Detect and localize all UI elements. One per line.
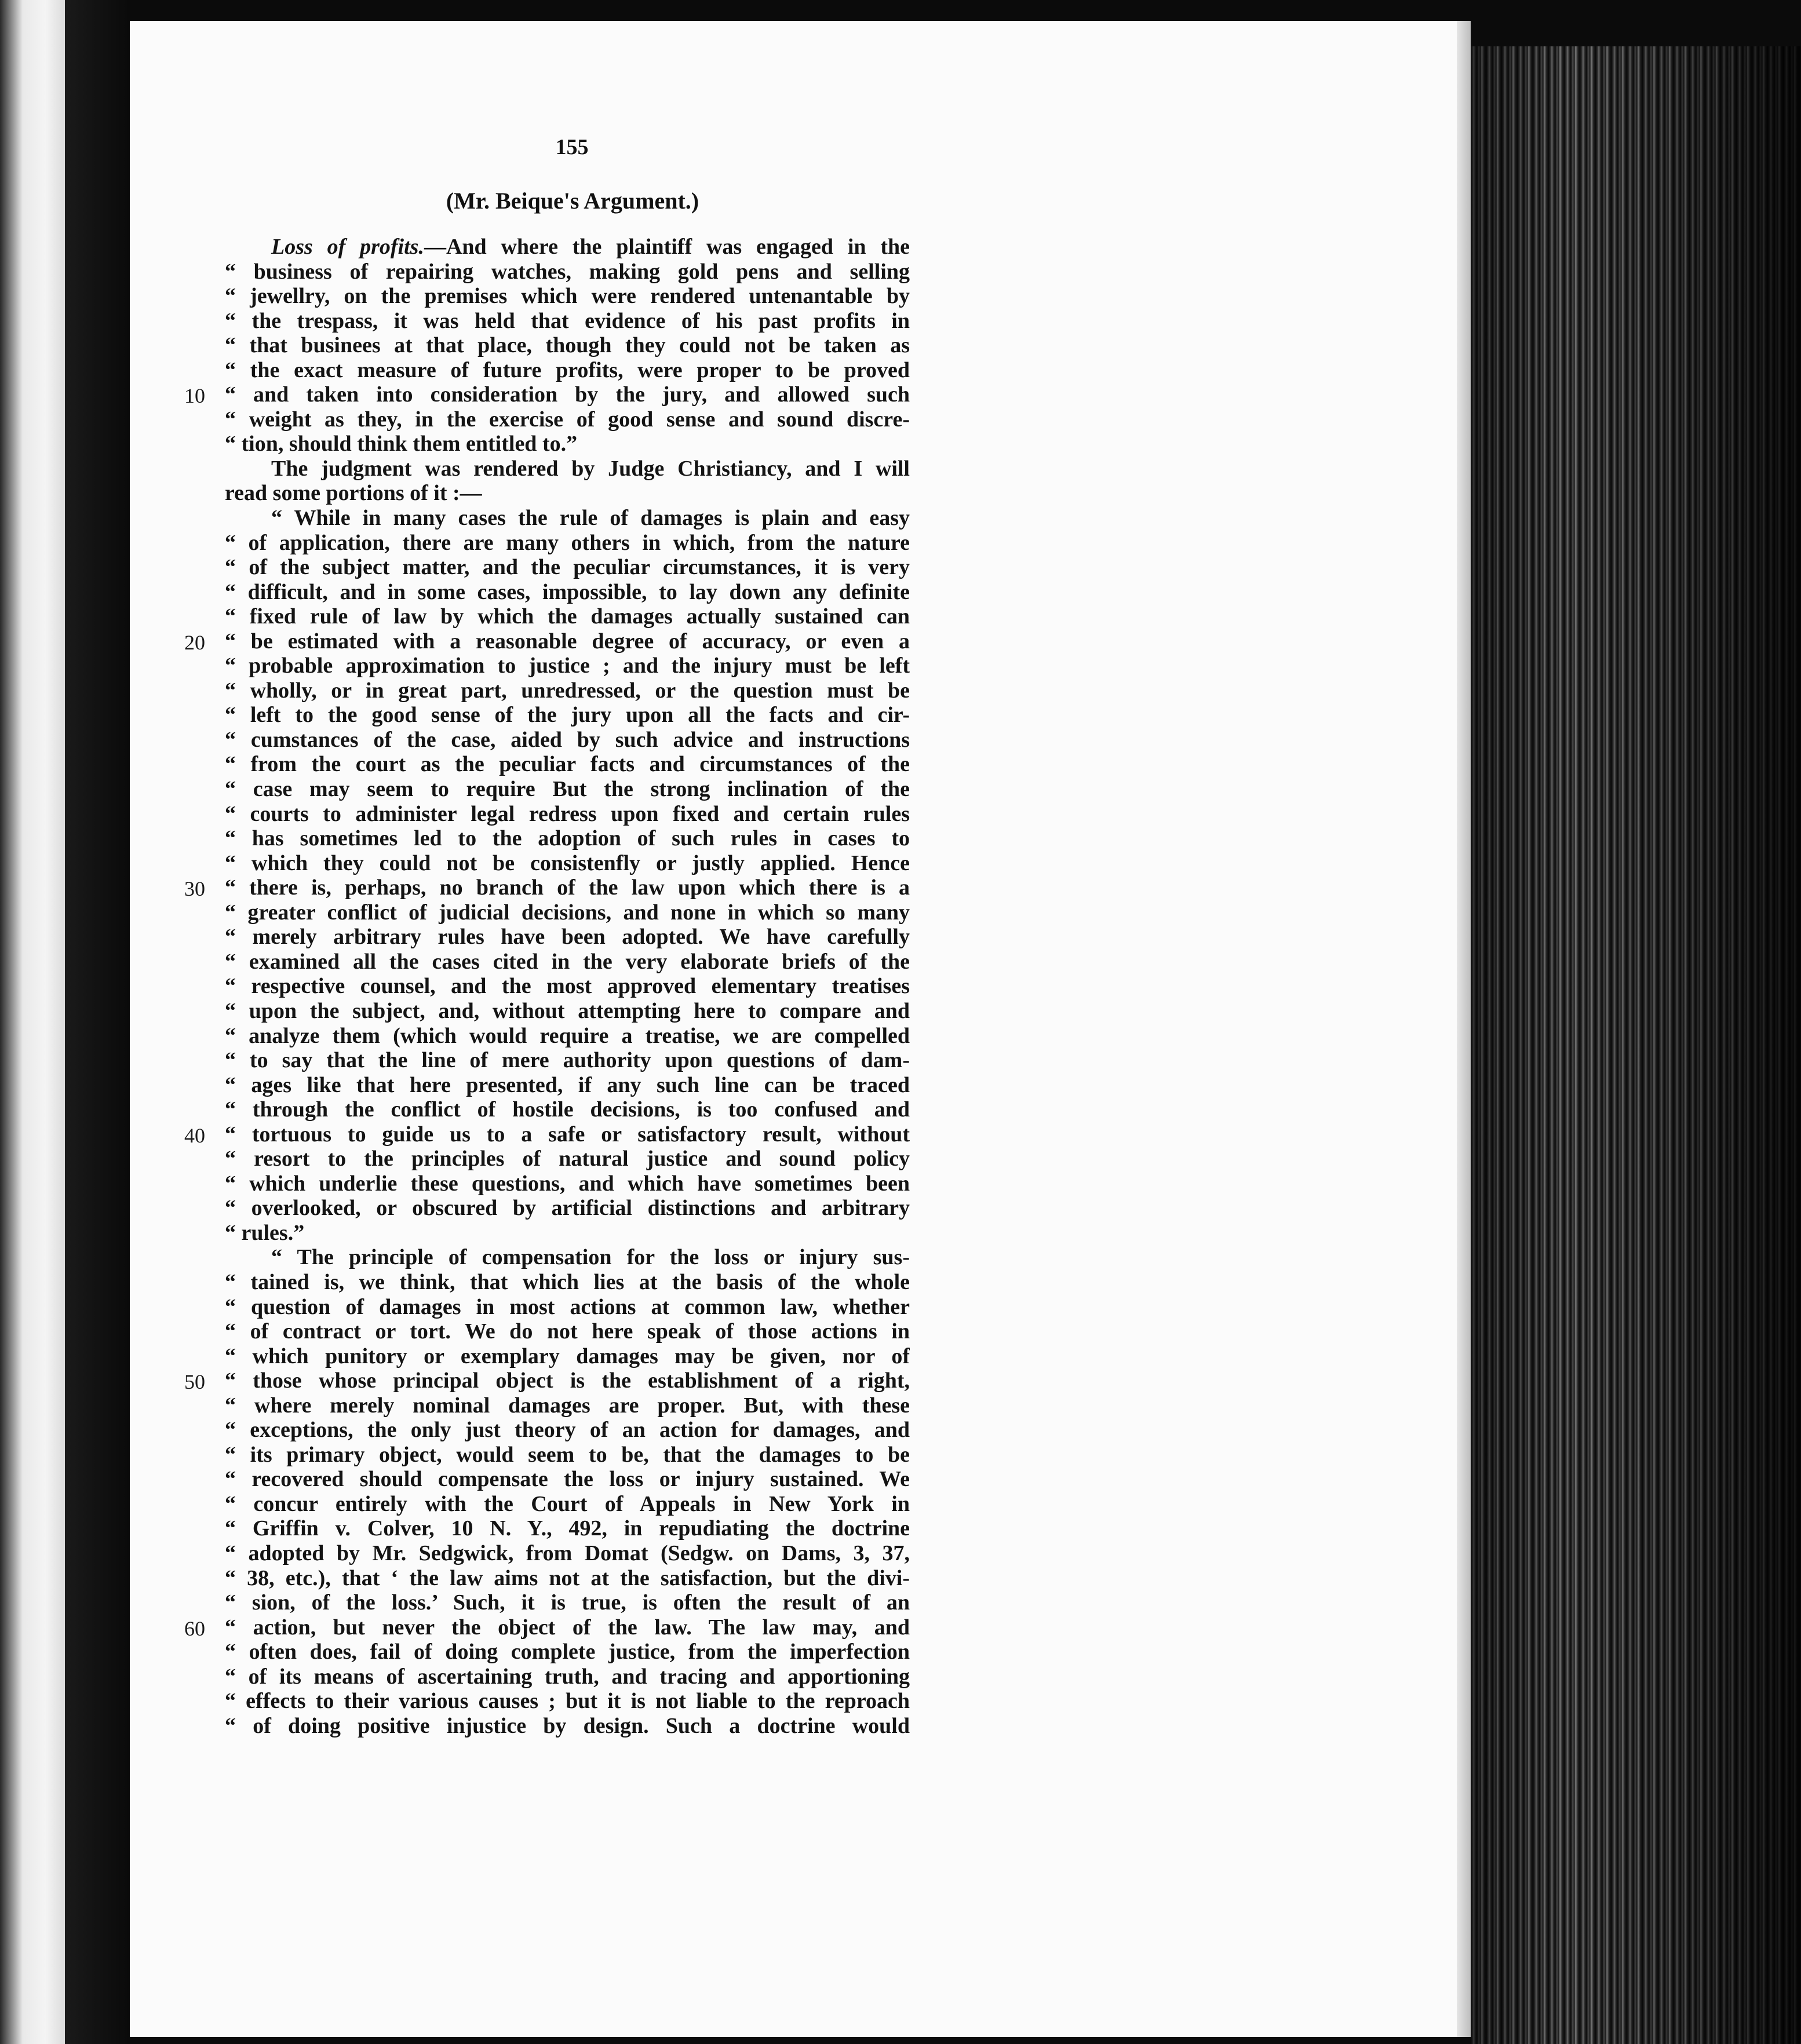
line-text: “ cumstances of the case, aided by such advice and instructions — [225, 727, 910, 752]
line-text: read some portions of it :— — [225, 481, 482, 506]
line-text: “ courts to administer legal redress upon fixed and certain rules — [225, 801, 910, 826]
text-line — [225, 1516, 910, 1541]
line-text: “ adopted by Mr. Sedgwick, from Domat (Sedgw. on Dams, 3, 37, — [225, 1541, 910, 1565]
line-text: “ sion, of the loss.’ Such, it is true, is often the result of an — [225, 1590, 910, 1615]
facing-page-edge — [0, 0, 65, 2044]
line-text: “ of doing positive injustice by design. Such a doctrine would — [225, 1713, 910, 1738]
book-gutter — [65, 0, 130, 2044]
text-line — [225, 1714, 910, 1739]
text-line — [225, 481, 910, 506]
text-line — [225, 1467, 910, 1492]
text-line — [225, 1418, 910, 1443]
line-text: “ rules.” — [225, 1220, 305, 1245]
margin-line-number: 20 — [184, 630, 205, 654]
line-text: “ of the subject matter, and the peculiar circumstances, it is very — [225, 555, 910, 580]
text-line — [225, 1097, 910, 1122]
line-text: “ and taken into consideration by the jury, and allowed such — [225, 382, 910, 407]
line-text: “ jewellry, on the premises which were rendered untenantable by — [225, 284, 910, 309]
text-line — [225, 382, 910, 407]
text-line — [225, 999, 910, 1024]
text-line — [225, 580, 910, 605]
line-text: “ tortuous to guide us to a safe or satisfactory result, without — [225, 1122, 910, 1147]
line-text: “ often does, fail of doing complete justice, from the imperfection — [225, 1640, 910, 1665]
line-text: “ fixed rule of law by which the damages actually sustained can — [225, 604, 910, 629]
line-text: “ left to the good sense of the jury upon all the facts and cir- — [225, 703, 910, 728]
text-line — [225, 1492, 910, 1517]
text-line — [225, 555, 910, 580]
text-line — [225, 1196, 910, 1221]
line-text: “ which punitory or exemplary damages may be given, nor of — [225, 1344, 910, 1368]
text-line — [225, 728, 910, 753]
text-line — [225, 604, 910, 629]
line-text: “ the exact measure of future profits, were proper to be proved — [225, 357, 910, 382]
line-text: “ business of repairing watches, making gold pens and selling — [225, 259, 910, 284]
text-line — [225, 1245, 910, 1270]
line-text: “ recovered should compensate the loss or injury sustained. We — [225, 1467, 910, 1492]
line-text: “ those whose principal object is the establishment of a right, — [225, 1368, 910, 1393]
line-text: “ where merely nominal damages are proper. But, with these — [225, 1393, 910, 1418]
line-text: “ through the conflict of hostile decisions, is too confused and — [225, 1097, 910, 1122]
text-line — [225, 1073, 910, 1098]
text-line — [225, 1615, 910, 1640]
line-text: —And where the plaintiff was engaged in the — [424, 235, 910, 259]
line-text: “ concur entirely with the Court of Appeals in New York in — [225, 1491, 910, 1516]
line-text: “ which underlie these questions, and which have sometimes been — [225, 1171, 910, 1196]
line-text: “ probable approximation to justice ; and the injury must be left — [225, 654, 910, 678]
text-line — [225, 950, 910, 974]
line-text: “ examined all the cases cited in the very elaborate briefs of the — [225, 949, 910, 974]
line-text: “ The principle of compensation for the loss or injury sus- — [271, 1245, 910, 1270]
text-line — [225, 752, 910, 777]
line-text: “ difficult, and in some cases, impossible, to lay down any definite — [225, 579, 910, 604]
text-line — [225, 1344, 910, 1369]
text-line — [225, 1566, 910, 1591]
line-text: “ there is, perhaps, no branch of the law upon which there is a — [225, 875, 910, 900]
text-line — [225, 1048, 910, 1073]
line-text: “ upon the subject, and, without attempting here to compare and — [225, 998, 910, 1023]
line-text: “ wholly, or in great part, unredressed, or the question must be — [225, 678, 910, 703]
text-line — [225, 1689, 910, 1714]
page-number: 155 — [555, 135, 589, 159]
text-line — [225, 629, 910, 654]
line-text: The judgment was rendered by Judge Christiancy, and I will — [271, 456, 910, 481]
line-text: “ 38, etc.), that ‘ the law aims not at the satisfaction, but the divi- — [225, 1565, 910, 1590]
text-line — [225, 309, 910, 334]
line-text: “ overlooked, or obscured by artificial distinctions and arbitrary — [225, 1196, 910, 1221]
line-text: “ its primary object, would seem to be, that the damages to be — [225, 1442, 910, 1467]
text-line — [225, 1443, 910, 1468]
line-text: “ weight as they, in the exercise of good sense and sound discre- — [225, 407, 910, 432]
text-line — [225, 654, 910, 678]
text-line — [225, 1024, 910, 1049]
text-line — [225, 235, 910, 260]
book-page-stack-shade — [1471, 46, 1801, 2044]
text-line — [225, 1541, 910, 1566]
line-text: “ be estimated with a reasonable degree of accuracy, or even a — [225, 629, 910, 654]
line-text: “ greater conflict of judicial decisions, and none in which so many — [225, 900, 910, 925]
text-line — [225, 506, 910, 531]
text-line — [225, 1590, 910, 1615]
line-text: “ to say that the line of mere authority upon questions of dam- — [225, 1048, 910, 1073]
line-text: “ exceptions, the only just theory of an action for damages, and — [225, 1418, 910, 1443]
text-line — [225, 1665, 910, 1689]
text-line — [225, 925, 910, 950]
text-line — [225, 703, 910, 728]
page-edge-shadow — [1457, 21, 1471, 2037]
text-line — [225, 875, 910, 900]
line-text: “ effects to their various causes ; but it is not liable to the reproach — [225, 1689, 910, 1714]
text-line — [225, 1393, 910, 1418]
running-head: (Mr. Beique's Argument.) — [446, 188, 699, 214]
text-line — [225, 678, 910, 703]
line-text: “ Griffin v. Colver, 10 N. Y., 492, in repudiating the doctrine — [225, 1516, 910, 1541]
line-text: “ which they could not be consistenfly or justly applied. Hence — [225, 851, 910, 875]
text-line — [225, 1319, 910, 1344]
text-line — [225, 1295, 910, 1320]
margin-line-number: 40 — [184, 1123, 205, 1147]
line-text: “ question of damages in most actions at common law, whether — [225, 1294, 910, 1319]
text-line — [225, 1171, 910, 1196]
text-line — [225, 333, 910, 358]
line-text: “ that businees at that place, though they could not be taken as — [225, 333, 910, 358]
text-line — [225, 777, 910, 802]
text-line — [225, 826, 910, 851]
line-text: “ ages like that here presented, if any such line can be traced — [225, 1072, 910, 1097]
text-line — [225, 1122, 910, 1147]
line-text: “ of its means of ascertaining truth, and tracing and apportioning — [225, 1664, 910, 1689]
text-line — [225, 1221, 910, 1246]
line-text: “ has sometimes led to the adoption of such rules in cases to — [225, 826, 910, 851]
text-line — [225, 358, 910, 383]
line-text: “ resort to the principles of natural justice and sound policy — [225, 1147, 910, 1171]
text-line — [225, 284, 910, 309]
text-line — [225, 260, 910, 284]
line-text: “ of application, there are many others in which, from the nature — [225, 530, 910, 555]
line-text: “ the trespass, it was held that evidence of his past profits in — [225, 308, 910, 333]
text-line — [225, 407, 910, 432]
body-text — [225, 235, 910, 1738]
text-line — [225, 802, 910, 827]
line-text: “ tion, should think them entitled to.” — [225, 432, 578, 457]
text-line — [225, 900, 910, 925]
margin-line-number: 30 — [184, 877, 205, 901]
line-text: “ tained is, we think, that which lies at the basis of the whole — [225, 1269, 910, 1294]
text-line — [225, 1640, 910, 1665]
line-text: “ of contract or tort. We do not here speak of those actions in — [225, 1319, 910, 1344]
text-line — [225, 851, 910, 876]
line-text: “ While in many cases the rule of damages is plain and easy — [271, 506, 910, 531]
line-text: “ analyze them (which would require a treatise, we are compelled — [225, 1023, 910, 1048]
italic-lead: Loss of profits. — [271, 235, 424, 259]
text-line — [225, 457, 910, 481]
text-line — [225, 1270, 910, 1295]
line-text: “ case may seem to require But the strong inclination of the — [225, 777, 910, 802]
margin-line-number: 50 — [184, 1370, 205, 1394]
text-line — [225, 1147, 910, 1171]
text-line — [225, 531, 910, 556]
line-text: “ respective counsel, and the most approved elementary treatises — [225, 974, 910, 999]
text-line — [225, 974, 910, 999]
line-text: “ from the court as the peculiar facts and circumstances of the — [225, 752, 910, 777]
line-text: “ action, but never the object of the law. The law may, and — [225, 1615, 910, 1640]
line-text: “ merely arbitrary rules have been adopted. We have carefully — [225, 925, 910, 950]
margin-line-number: 60 — [184, 1616, 205, 1640]
text-line — [225, 432, 910, 457]
text-line — [225, 1368, 910, 1393]
margin-line-number: 10 — [184, 384, 205, 408]
